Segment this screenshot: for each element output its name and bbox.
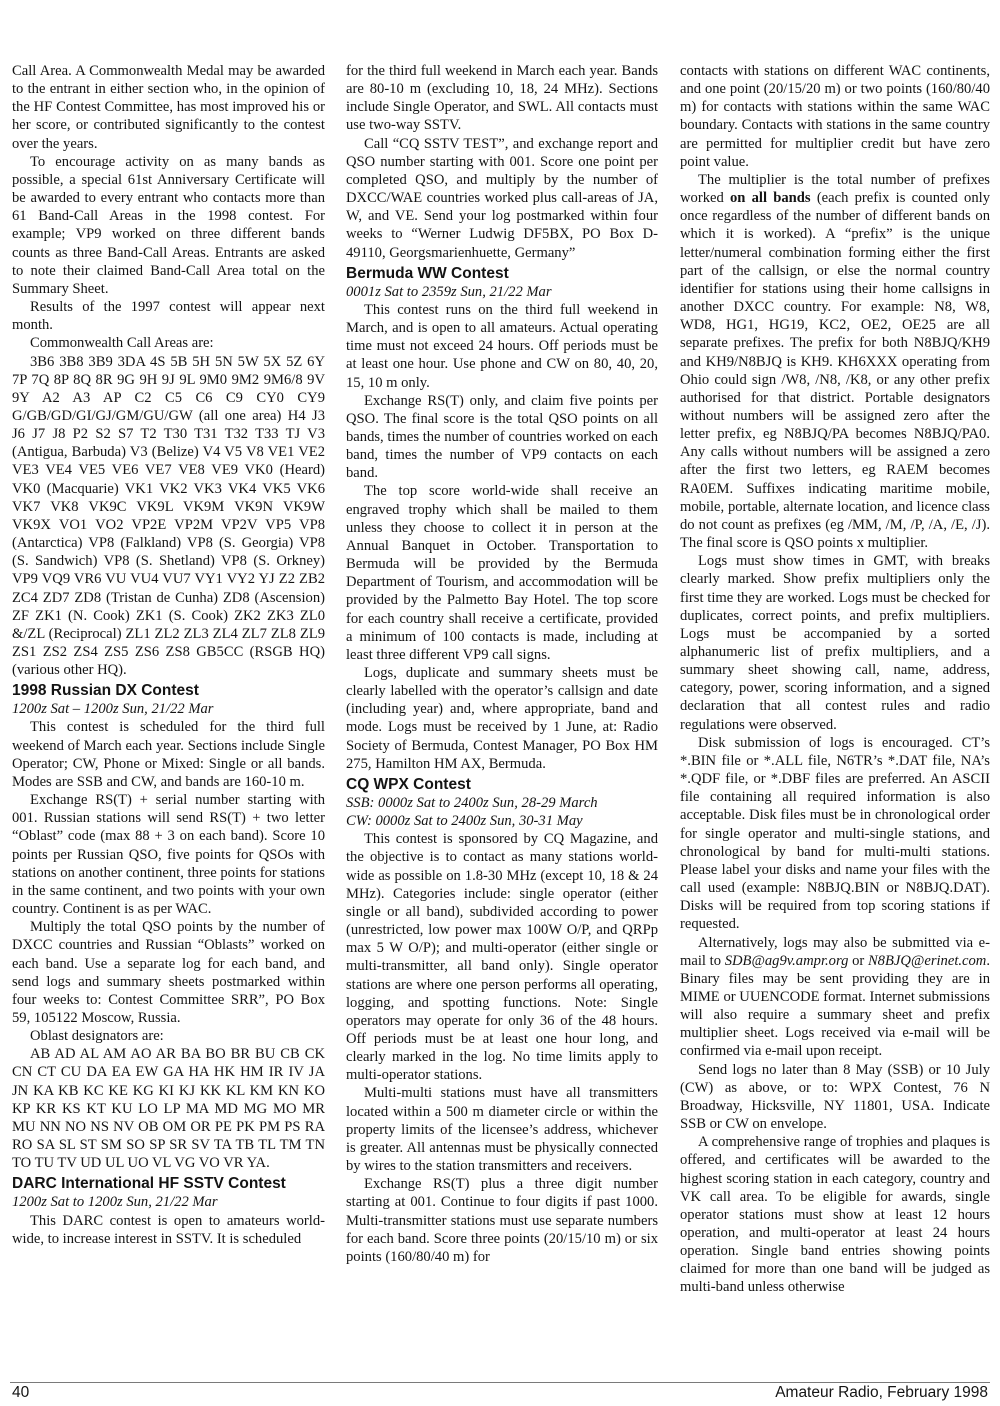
paragraph: for the third full weekend in March each year. Bands are 80-10 m (excluding 10, 18, 24 MHz). Sections include Single Operator, and SWL. All contacts must use two-way SSTV. [346, 63, 658, 134]
paragraph: A comprehensive range of trophies and plaques is offered, and certificates will be awarded to the highest scoring station in each category, country and VK call area. To be eligible for awards, single operator stations must show at least 12 hours operation, and multi-operator at least 24 hours operation. Single band entries showing points claimed for more than one band will be judged as multi-band unless otherwise [680, 1134, 990, 1296]
section-heading-bermuda-ww: Bermuda WW Contest [346, 264, 509, 282]
footer-rule [10, 1382, 990, 1383]
contest-dates: 1200z Sat – 1200z Sun, 21/22 Mar [12, 701, 214, 718]
paragraph: Commonwealth Call Areas are: [30, 335, 214, 352]
callsign-list: 3B6 3B8 3B9 3DA 4S 5B 5H 5N 5W 5X 5Z 6Y 7P 7Q 8P 8Q 8R 9G 9H 9J 9L 9M0 9M2 9M6/8 9V 9Y A2 A3 AP C2 C5 C6 C9 CY0 CY9 G/GB/GD/GI/GJ/GM/GU/GW (all one area) H4 J3 J6 J7 J8 P2 S2 S7 T2 T30 T31 T32 T33 TJ V3 (Antigua, Barbuda) V3 (Belize) V4 V5 V8 VE1 VE2 VE3 VE4 VE5 VE6 VE7 VE8 VE9 VK0 (Heard) VK0 (Macquarie) VK1 VK2 VK3 VK4 VK5 VK6 VK7 VK8 VK9C VK9L VK9M VK9N VK9W VK9X VO1 VO2 VP2E VP2M VP2V VP5 VP8 (Antarctica) VP8 (Falkland) VP8 (S. Georgia) VP8 (S. Sandwich) VP8 (S. Shetland) VP8 (S. Orkney) VP9 VQ9 VR6 VU VU4 VU7 VY1 VY2 YJ Z2 ZB2 ZC4 ZD7 ZD8 (Tristan de Cunha) ZD8 (Ascension) ZF ZK1 (N. Cook) ZK1 (S. Cook) ZK2 ZK3 ZL0 &/ZL (Reciprocal) ZL1 ZL2 ZL3 ZL4 ZL7 ZL8 ZL9 ZS1 ZS2 ZS4 ZS5 ZS6 ZS8 GB5CC (RSGB HQ) (various other HQ). [12, 353, 325, 679]
contest-dates-cw: CW: 0000z Sat to 2400z Sun, 30-31 May [346, 813, 583, 830]
paragraph: Disk submission of logs is encouraged. CT’s *.BIN file or *.ALL file, N6TR’s *.DAT file, NA’s *.QDF file, or *.DBF files are preferred. An ASCII file containing all required information is also acceptable. Disk files must be in chronological order for single operator and multi-single stations, and chronological by band for multi-multi stations. Please label your disks and name your files with the call used (example: N8BJQ.BIN or N8BJQ.DAT). Disks will be required from top scoring stations if requested. [680, 734, 990, 933]
text-run: . Binary files may be sent providing they are in MIME or UUENCODE format. Internet submissions will also require a summary sheet and prefix multiplier sheet. Logs received via e-mail will be confirmed via e-mail upon receipt. [680, 952, 990, 1060]
paragraph: This DARC contest is open to amateurs world-wide, to increase interest in SSTV. It is scheduled [12, 1212, 325, 1247]
paragraph: Call Area. A Commonwealth Medal may be awarded to the entrant in either section who, in the opinion of the HF Contest Committee, has most improved his or her score, or contributed significantly to the contest over the years. [12, 63, 325, 152]
bold-text: on all bands [730, 190, 811, 207]
paragraph: Oblast designators are: [30, 1028, 164, 1045]
paragraph: This contest is sponsored by CQ Magazine, and the objective is to contact as many stations world-wide as possible on 1.8-30 MHz (except 10, 18 & 24 MHz). Categories include: single operator (either single or all band), subdivided according to power (unrestricted, low power max 100W O/P, and QRPp max 5 W O/P); and multi-operator (either single or multi-transmitter, all band only). Single operator stations are where one person performs all operating, logging, and spotting functions. Note: Single operators may operate for only 36 of the 48 hours. Off periods must be at least one hour long, and clearly marked in the log. No time limits apply to multi-operator stations. [346, 831, 658, 1084]
column-2 [346, 62, 658, 1380]
paragraph: Exchange RS(T) + serial number starting with 001. Russian stations will send RS(T) + two letter “Oblast” code (max 88 + 3 on each band). Score 10 points per Russian QSO, five points for QSOs with stations on another continent, three points for stations in the same continent, and two points with your own country. Continent is as per WAC. [12, 792, 325, 918]
email-address: SDB@ag9v.ampr.org [724, 952, 849, 969]
paragraph: The top score world-wide shall receive an engraved trophy which shall be mailed to them unless they choose to collect it in person at the Annual Banquet in October. Transportation to Bermuda will be provided by the Bermuda Department of Tourism, and accommodation will be provided by the Palmetto Bay Hotel. The top score for each country shall receive a certificate, provided a minimum of 100 contacts is made, including at least three different VP9 call signs. [346, 483, 658, 663]
page-footer [0, 1382, 1000, 1406]
paragraph: To encourage activity on as many bands as possible, a special 61st Anniversary Certificate will be awarded to every entrant who contacts more than 61 Band-Call Areas in the 1998 contest. For example; VP9 worked on three different bands counts as three Band-Call Areas. Entrants are asked to note their claimed Band-Call Area total on the Summary Sheet. [12, 153, 325, 297]
paragraph: Exchange RS(T) only, and claim five points per QSO. The final score is the total QSO points on all bands, times the number of countries worked on each band, times the number of VP9 contacts on each band. [346, 392, 658, 482]
column-1 [12, 62, 325, 1380]
paragraph: Logs, duplicate and summary sheets must be clearly labelled with the operator’s callsign and date (including year) and, where appropriate, band and mode. Logs must be received by 1 June, at: Radio Society of Bermuda, Contest Manager, PO Box HM 275, Hamilton HM AX, Bermuda. [346, 665, 658, 772]
paragraph: Results of the 1997 contest will appear next month. [12, 299, 325, 334]
section-heading-cq-wpx: CQ WPX Contest [346, 775, 471, 793]
oblast-list: AB AD AL AM AO AR BA BO BR BU CB CK CN CT CU DA EA EW GA HA HK HM IR IV JA JN KA KB KC KE KG KI KJ KK KL KM KN KO KP KR KS KT KU LO LP MA MD MG MO MR MU NN NO NS NV OB OM OR PE PK PM PS RA RO SA SL ST SM SO SP SR SV TA TB TL TM TN TO TU TV UD UL UO VL VG VO VR YA. [12, 1046, 325, 1172]
paragraph: This contest is scheduled for the third full weekend of March each year. Sections include Single Operator; CW, Phone or Mixed: Single or all bands. Modes are SSB and CW, and bands are 160-10 m. [12, 719, 325, 790]
paragraph: This contest runs on the third full weekend in March, and is open to all amateurs. Actual operating time must not exceed 24 hours. Off periods must be at least one hour. Use phone and CW on 80, 40, 20, 15, 10 m only. [346, 301, 658, 391]
paragraph [680, 934, 990, 1061]
column-3 [680, 62, 990, 1380]
paragraph: Call “CQ SSTV TEST”, and exchange report and QSO number starting with 001. Score one point per completed QSO, and multiply by the number of DXCC/WAE countries worked plus call-areas of JA, W, and VE. Send your log postmarked within four weeks to “Werner Ludwig DF5BX, PO Box D-49110, Georgsmarienhuette, Germany” [346, 135, 658, 261]
contest-dates: 0001z Sat to 2359z Sun, 21/22 Mar [346, 283, 552, 300]
page-number: 40 [12, 1384, 30, 1401]
section-heading-russian-dx: 1998 Russian DX Contest [12, 682, 199, 700]
contest-dates: 1200z Sat to 1200z Sun, 21/22 Mar [12, 1194, 218, 1211]
paragraph [680, 171, 990, 552]
text-run: (each prefix is counted only once regardless of the number of different bands on which it is worked). A “prefix” is the unique letter/numeral combination forming either the first part of the callsign, or else the normal country identifier for stations using their home callsigns in another DXCC country. For example: N8, W8, WD8, HG1, HG19, KC2, OE2, OE25 are all separate prefixes. The prefix for both N8BJQ/KH9 and KH9/N8BJQ is KH9. KH6XXX operating from Ohio could sign /W8, /N8, /K8, or any other prefix authorised for that district. Portable designators without numbers will be assigned zero after the letter prefix, eg N8BJQ/PA becomes N8BJQ/PA0. Any calls without numbers will be assigned a zero after the first two letters, eg RAEM becomes RA0EM. Suffixes indicating maritime mobile, mobile, portable, alternate location, and licence class do not count as prefixes (eg /MM, /M, /P, /A, /E, /J). The final score is QSO points x multiplier. [680, 190, 990, 552]
paragraph: Send logs no later than 8 May (SSB) or 10 July (CW) as above, or to: WPX Contest, 76 N Broadway, Hicksville, NY 11801, USA. Indicate SSB or CW on envelope. [680, 1061, 990, 1133]
email-address: N8BJQ@erinet.com [867, 952, 987, 969]
section-heading-darc-sstv: DARC International HF SSTV Contest [12, 1175, 286, 1193]
paragraph: Logs must show times in GMT, with breaks clearly marked. Show prefix multipliers only the first time they are worked. Logs must be checked for duplicates, correct points, and prefix multipliers. Logs must be accompanied by a sorted alphanumeric list of prefix multipliers, and a summary sheet showing call, name, address, category, power, scoring information, and a signed declaration that all contest rules and radio regulations were observed. [680, 553, 990, 733]
text-run: Alternatively, logs may also be submitted via e-mail to [680, 934, 990, 969]
paragraph: Exchange RS(T) plus a three digit number starting at 001. Continue to four digits if past 1000. Multi-transmitter stations must use separate numbers for each band. Score three points (20/15/10 m) or six points (160/80/40 m) for [346, 1176, 658, 1265]
contest-dates-ssb: SSB: 0000z Sat to 2400z Sun, 28-29 March [346, 794, 598, 811]
text-run: The multiplier is the total number of prefixes worked [680, 171, 990, 207]
paragraph: contacts with stations on different WAC continents, and one point (20/15/20 m) or two points (160/80/40 m) for contacts with stations within the same WAC boundary. Contacts with stations in the same country are permitted for multiplier credit but have zero point value. [680, 63, 990, 170]
paragraph: Multi-multi stations must have all transmitters located within a 500 m diameter circle or within the property limits of the licensee’s address, whichever is greater. All antennas must be physically connected by wires to the station transmitters and receivers. [346, 1085, 658, 1175]
publication-line: Amateur Radio, February 1998 [775, 1384, 988, 1401]
text-run: or [848, 952, 868, 969]
paragraph: Multiply the total QSO points by the number of DXCC countries and Russian “Oblasts” worked on each band. Use a separate log for each band, and send logs and summary sheets postmarked within four weeks to: Contest Committee SRR”, PO Box 59, 105122 Moscow, Russia. [12, 919, 325, 1026]
